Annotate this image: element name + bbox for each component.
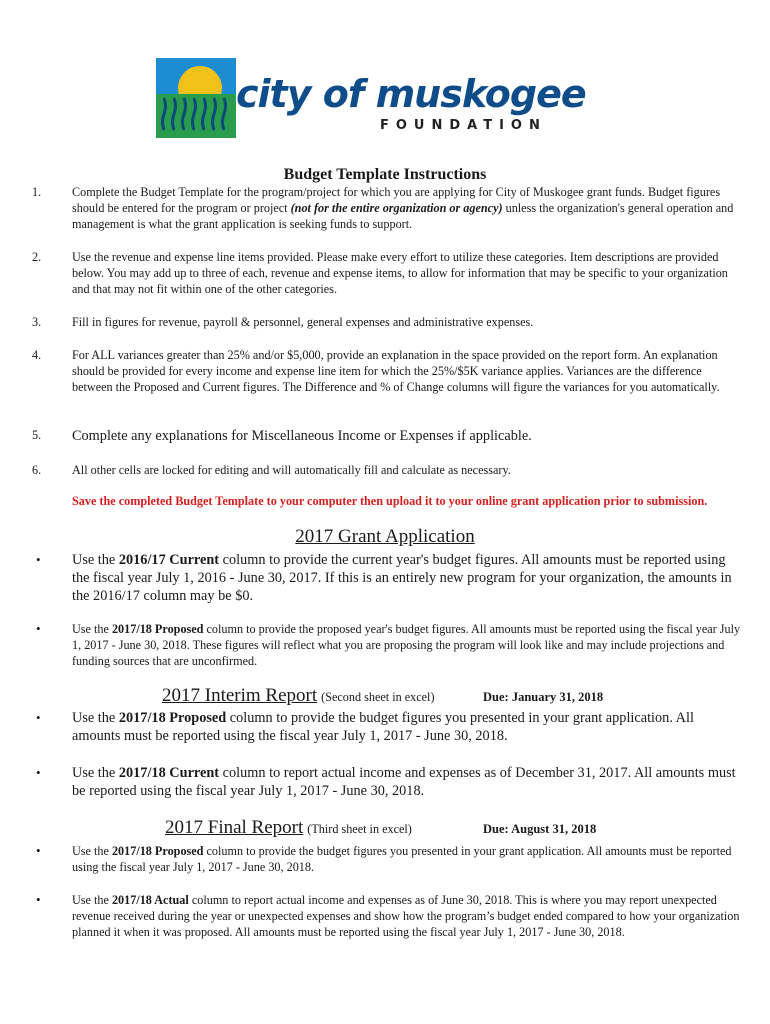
- instruction-number: 5.: [32, 428, 42, 442]
- instruction-number: 1.: [32, 185, 42, 199]
- instruction-number: 6.: [32, 463, 42, 477]
- bullet-icon: •: [36, 552, 41, 567]
- instruction-text: Complete the Budget Template for the program/project for which you are applying for City of Muskogee grant funds. Budget figures should be entered for the program or project (not for the entire organization or agency) unless the organization's general operation and management is what the grant application is seeking funds to support.: [72, 185, 734, 231]
- final-report-heading: 2017 Final Report (Third sheet in excel): [165, 817, 412, 838]
- bullet-icon: •: [36, 710, 41, 725]
- page-title: Budget Template Instructions: [283, 166, 487, 183]
- logo-wordmark: city of muskogee: [236, 72, 586, 116]
- interim-due-date: Due: January 31, 2018: [483, 690, 604, 704]
- logo-subtitle: FOUNDATION: [380, 118, 547, 133]
- instruction-number: 3.: [32, 315, 42, 329]
- bullet-icon: •: [36, 765, 41, 780]
- instruction-number: 2.: [32, 250, 42, 264]
- save-note: Save the completed Budget Template to your computer then upload it to your online grant application prior to submission.: [72, 494, 708, 508]
- final-due-date: Due: August 31, 2018: [483, 822, 597, 836]
- instruction-text: For ALL variances greater than 25% and/or $5,000, provide an explanation in the space provided on the report form. An explanation should be provided for every income and expense line item for which the 25%/$5K variance applies. Variances are the difference between the Proposed and Current figures. The Difference and % of Change columns will figure the variances for you automatically.: [72, 348, 720, 394]
- interim-report-heading: 2017 Interim Report (Second sheet in excel): [162, 685, 435, 706]
- instruction-text: Use the revenue and expense line items provided. Please make every effort to utilize these categories. Item descriptions are provided below. You may add up to three of each, revenue and expense items, to allow for information that may be specific to your organization and that may not fit within one of the other categories.: [72, 250, 728, 296]
- interim-report-note: (Second sheet in excel): [321, 690, 435, 704]
- bullet-icon: •: [36, 621, 41, 636]
- final-report-note: (Third sheet in excel): [307, 822, 412, 836]
- instruction-text: Fill in figures for revenue, payroll & personnel, general expenses and administrative expenses.: [72, 315, 534, 329]
- bullet-icon: •: [36, 892, 41, 907]
- grant-application-heading: 2017 Grant Application: [295, 526, 475, 547]
- instruction-number: 4.: [32, 348, 42, 362]
- bullet-icon: •: [36, 843, 41, 858]
- emphasis-note: (not for the entire organization or agency): [290, 201, 503, 215]
- instruction-text: All other cells are locked for editing and will automatically fill and calculate as necessary.: [72, 463, 511, 477]
- sun-water-logo-icon: [156, 58, 236, 138]
- instruction-text: Complete any explanations for Miscellaneous Income or Expenses if applicable.: [72, 428, 532, 444]
